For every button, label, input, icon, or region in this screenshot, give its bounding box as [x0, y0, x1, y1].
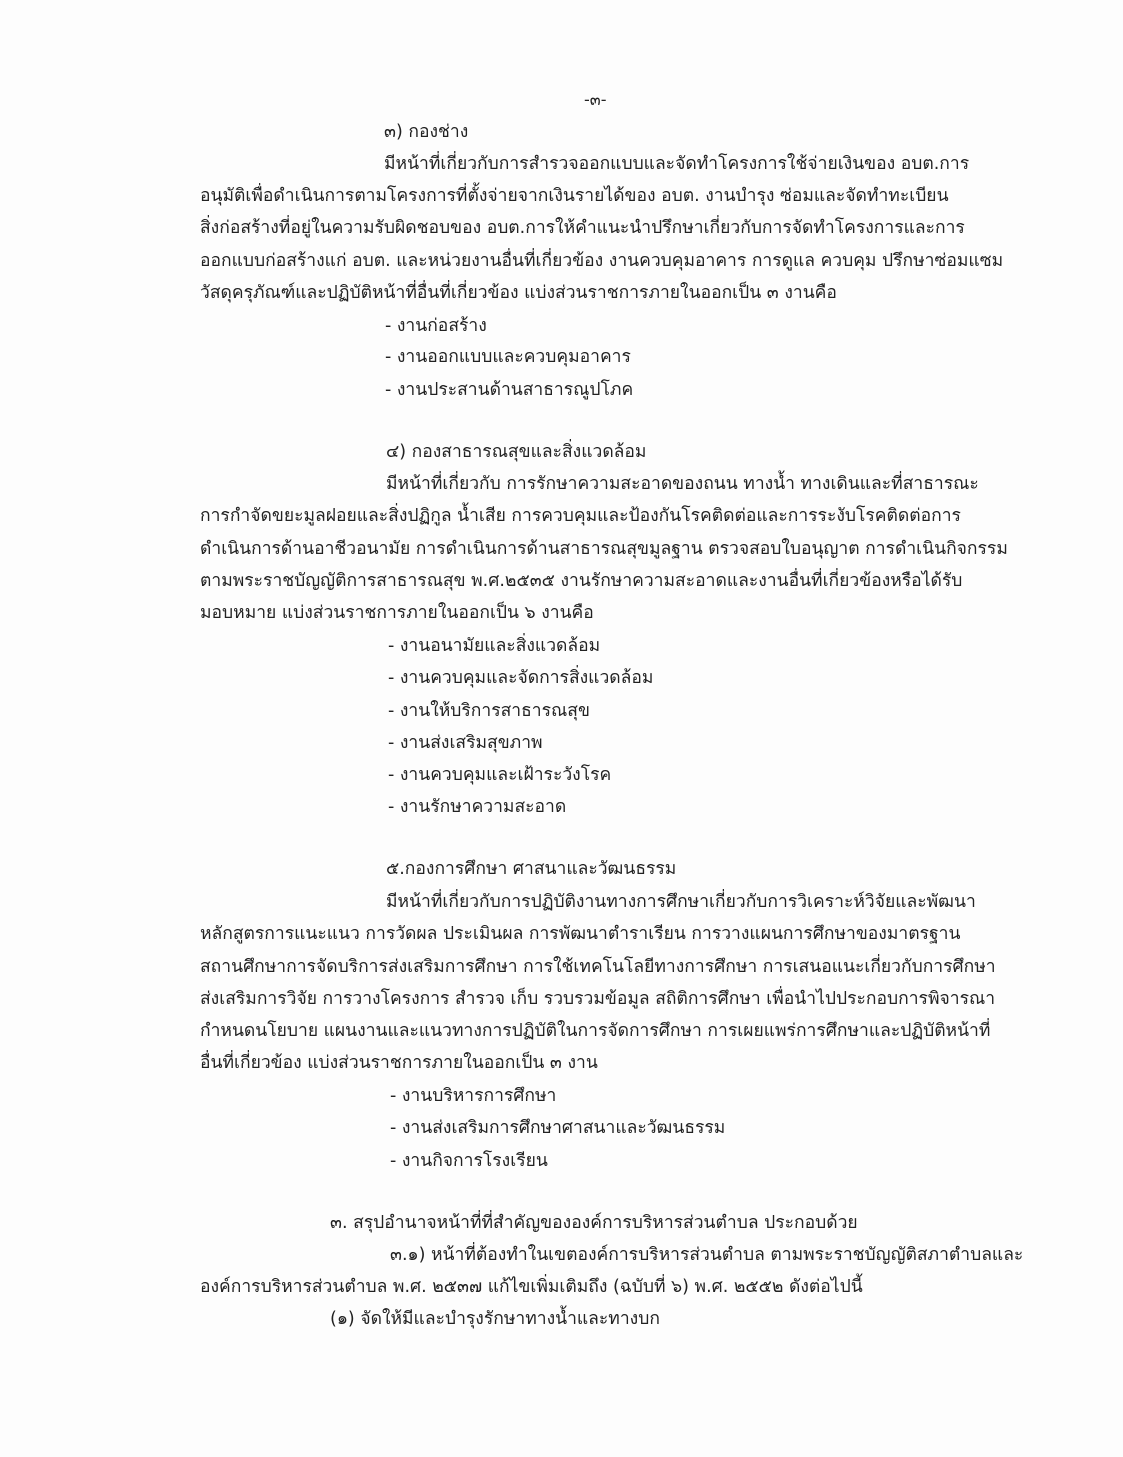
summary-para-line: องค์การบริหารส่วนตำบล พ.ศ. ๒๕๓๗ แก้ไขเพิ่มเติมถึง (ฉบับที่ ๖) พ.ศ. ๒๕๕๒ ดังต่อไปนี้ [200, 1277, 863, 1297]
section-4-list-item: - งานควบคุมและจัดการสิ่งแวดล้อม [388, 668, 654, 688]
section-4-heading: ๔) กองสาธารณสุขและสิ่งแวดล้อม [386, 442, 647, 462]
section-5-para-line: กำหนดนโยบาย แผนงานและแนวทางการปฏิบัติในการจัดการศึกษา การเผยแพร่การศึกษาและปฏิบัติหน้าที่ [200, 1021, 991, 1041]
section-3-para-line: วัสดุครุภัณฑ์และปฏิบัติหน้าที่อื่นที่เกี่ยวข้อง แบ่งส่วนราชการภายในออกเป็น ๓ งานคือ [200, 283, 837, 303]
section-4-para-line: มอบหมาย แบ่งส่วนราชการภายในออกเป็น ๖ งานคือ [200, 603, 594, 623]
section-3-heading: ๓) กองช่าง [384, 122, 469, 142]
section-3-para-line: อนุมัติเพื่อดำเนินการตามโครงการที่ตั้งจ่ายจากเงินรายได้ของ อบต. งานบำรุง ซ่อมและจัดทำทะเบียน [200, 186, 949, 206]
section-5-para-line: มีหน้าที่เกี่ยวกับการปฏิบัติงานทางการศึกษาเกี่ยวกับการวิเคราะห์วิจัยและพัฒนา [386, 892, 976, 912]
section-4-list-item: - งานรักษาความสะอาด [388, 797, 567, 817]
summary-para-line: ๓.๑) หน้าที่ต้องทำในเขตองค์การบริหารส่วนตำบล ตามพระราชบัญญัติสภาตำบลและ [390, 1245, 1024, 1265]
section-3-list-item: - งานออกแบบและควบคุมอาคาร [385, 347, 631, 367]
summary-list-item: (๑) จัดให้มีและบำรุงรักษาทางน้ำและทางบก [330, 1309, 660, 1329]
section-5-heading: ๕.กองการศึกษา ศาสนาและวัฒนธรรม [386, 859, 677, 879]
section-4-para-line: ตามพระราชบัญญัติการสาธารณสุข พ.ศ.๒๕๓๕ งานรักษาความสะอาดและงานอื่นที่เกี่ยวข้องหรือได้รับ [200, 571, 963, 591]
section-4-list-item: - งานให้บริการสาธารณสุข [388, 701, 590, 721]
section-4-para-line: มีหน้าที่เกี่ยวกับ การรักษาความสะอาดของถนน ทางน้ำ ทางเดินและที่สาธารณะ [386, 474, 979, 494]
section-3-list-item: - งานประสานด้านสาธารณูปโภค [385, 380, 634, 400]
section-5-para-line: อื่นที่เกี่ยวข้อง แบ่งส่วนราชการภายในออกเป็น ๓ งาน [200, 1053, 598, 1073]
section-4-list-item: - งานอนามัยและสิ่งแวดล้อม [388, 636, 601, 656]
section-5-para-line: สถานศึกษาการจัดบริการส่งเสริมการศึกษา การใช้เทคโนโลยีทางการศึกษา การเสนอแนะเกี่ยวกับการศึกษา [200, 957, 996, 977]
section-3-para-line: มีหน้าที่เกี่ยวกับการสำรวจออกแบบและจัดทำโครงการใช้จ่ายเงินของ อบต.การ [384, 154, 970, 174]
section-4-para-line: ดำเนินการด้านอาชีวอนามัย การดำเนินการด้านสาธารณสุขมูลฐาน ตรวจสอบใบอนุญาต การดำเนินกิจกรรม [200, 539, 1008, 559]
section-4-list-item: - งานส่งเสริมสุขภาพ [388, 733, 543, 753]
section-3-para-line: ออกแบบก่อสร้างแก่ อบต. และหน่วยงานอื่นที่เกี่ยวข้อง งานควบคุมอาคาร การดูแล ควบคุม ปรึกษาซ่อมแซม [200, 251, 1004, 271]
section-5-list-item: - งานส่งเสริมการศึกษาศาสนาและวัฒนธรรม [390, 1118, 726, 1138]
section-5-para-line: หลักสูตรการแนะแนว การวัดผล ประเมินผล การพัฒนาตำราเรียน การวางแผนการศึกษาของมาตรฐาน [200, 924, 961, 944]
section-3-para-line: สิ่งก่อสร้างที่อยู่ในความรับผิดชอบของ อบต.การให้คำแนะนำปรึกษาเกี่ยวกับการจัดทำโครงการและการ [200, 218, 965, 238]
section-4-list-item: - งานควบคุมและเฝ้าระวังโรค [388, 765, 612, 785]
section-5-para-line: ส่งเสริมการวิจัย การวางโครงการ สำรวจ เก็บ รวบรวมข้อมูล สถิติการศึกษา เพื่อนำไปประกอบการพิจารณา [200, 989, 996, 1009]
section-4-para-line: การกำจัดขยะมูลฝอยและสิ่งปฏิกูล น้ำเสีย การควบคุมและป้องกันโรคติดต่อและการระงับโรคติดต่อการ [200, 506, 961, 526]
page-number: -๓- [584, 90, 607, 109]
section-5-list-item: - งานบริหารการศึกษา [390, 1086, 557, 1106]
summary-heading: ๓. สรุปอำนาจหน้าที่ที่สำคัญขององค์การบริหารส่วนตำบล ประกอบด้วย [330, 1213, 858, 1233]
section-3-list-item: - งานก่อสร้าง [385, 316, 487, 336]
section-5-list-item: - งานกิจการโรงเรียน [390, 1151, 548, 1171]
